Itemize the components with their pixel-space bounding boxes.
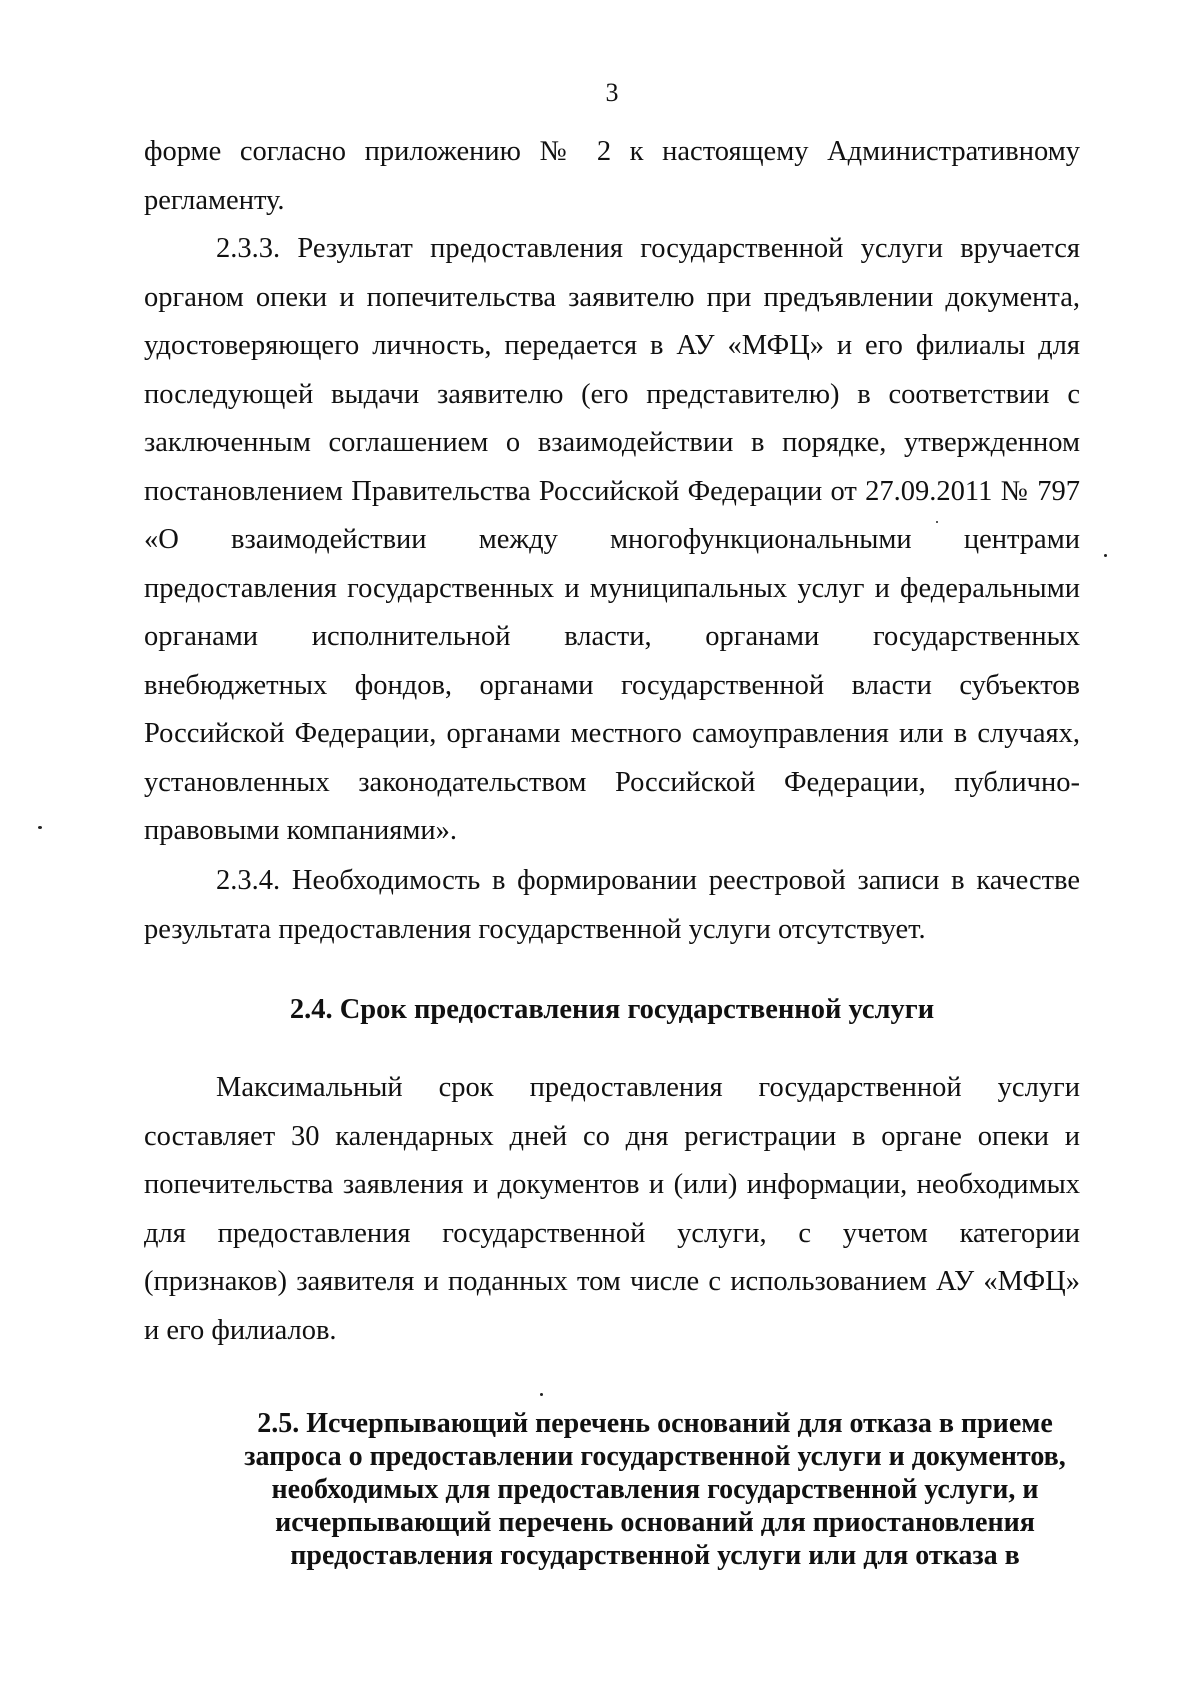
paragraph-2-4-body: Максимальный срок предоставления государственной услуги составляет 30 календарных дней со дня регистрации в органе опеки и попечительства заявления и документов и (или) информации, необходимых для предоставления государственной услуги, с учетом категории (признаков) заявителя и поданных том числе с использованием АУ «МФЦ» и его филиалов. — [144, 1072, 1080, 1346]
heading-line: необходимых для предоставления государственной услуги, и — [271, 1474, 1039, 1505]
scan-speck — [1104, 554, 1107, 557]
heading-line: предоставления государственной услуги или для отказа в — [290, 1540, 1020, 1571]
heading-line: 2.5. Исчерпывающий перечень оснований для отказа в приеме — [257, 1408, 1053, 1439]
scan-speck — [38, 826, 42, 829]
paragraph-2-3-3: 2.3.3. Результат предоставления государственной услуги вручается органом опеки и попечительства заявителю при предъявлении документа, удостоверяющего личность, передается в АУ «МФЦ» и его филиалы для последующей выдачи заявителю (его представителю) в соответствии с заключенным соглашением о взаимодействии в порядке, утвержденном постановлением Правительства Российской Федерации от 27.09.2011 № 797 «О взаимодействии между многофункциональными центрами предоставления государственных и муниципальных услуг и федеральными органами исполнительной власти, органами государственных внебюджетных фондов, органами государственной власти субъектов Российской Федерации, органами местного самоуправления или в случаях, установленных законодательством Российской Федерации, публично-правовыми компаниями». — [144, 233, 1080, 846]
page-number: 3 — [605, 78, 619, 107]
heading-line: запроса о предоставлении государственной услуги и документов, — [244, 1441, 1066, 1472]
scan-speck — [540, 1393, 543, 1396]
section-heading-2-4: 2.4. Срок предоставления государственной услуги — [289, 994, 935, 1025]
section-heading-2-5 — [190, 1407, 1120, 1572]
paragraph-continuation: форме согласно приложению № 2 к настоящему Административному регламенту. — [144, 136, 1080, 216]
scan-speck — [936, 521, 938, 523]
heading-line: исчерпывающий перечень оснований для приостановления — [275, 1507, 1035, 1538]
paragraph-2-3-4: 2.3.4. Необходимость в формировании реестровой записи в качестве результата предоставления государственной услуги отсутствует. — [144, 865, 1080, 945]
